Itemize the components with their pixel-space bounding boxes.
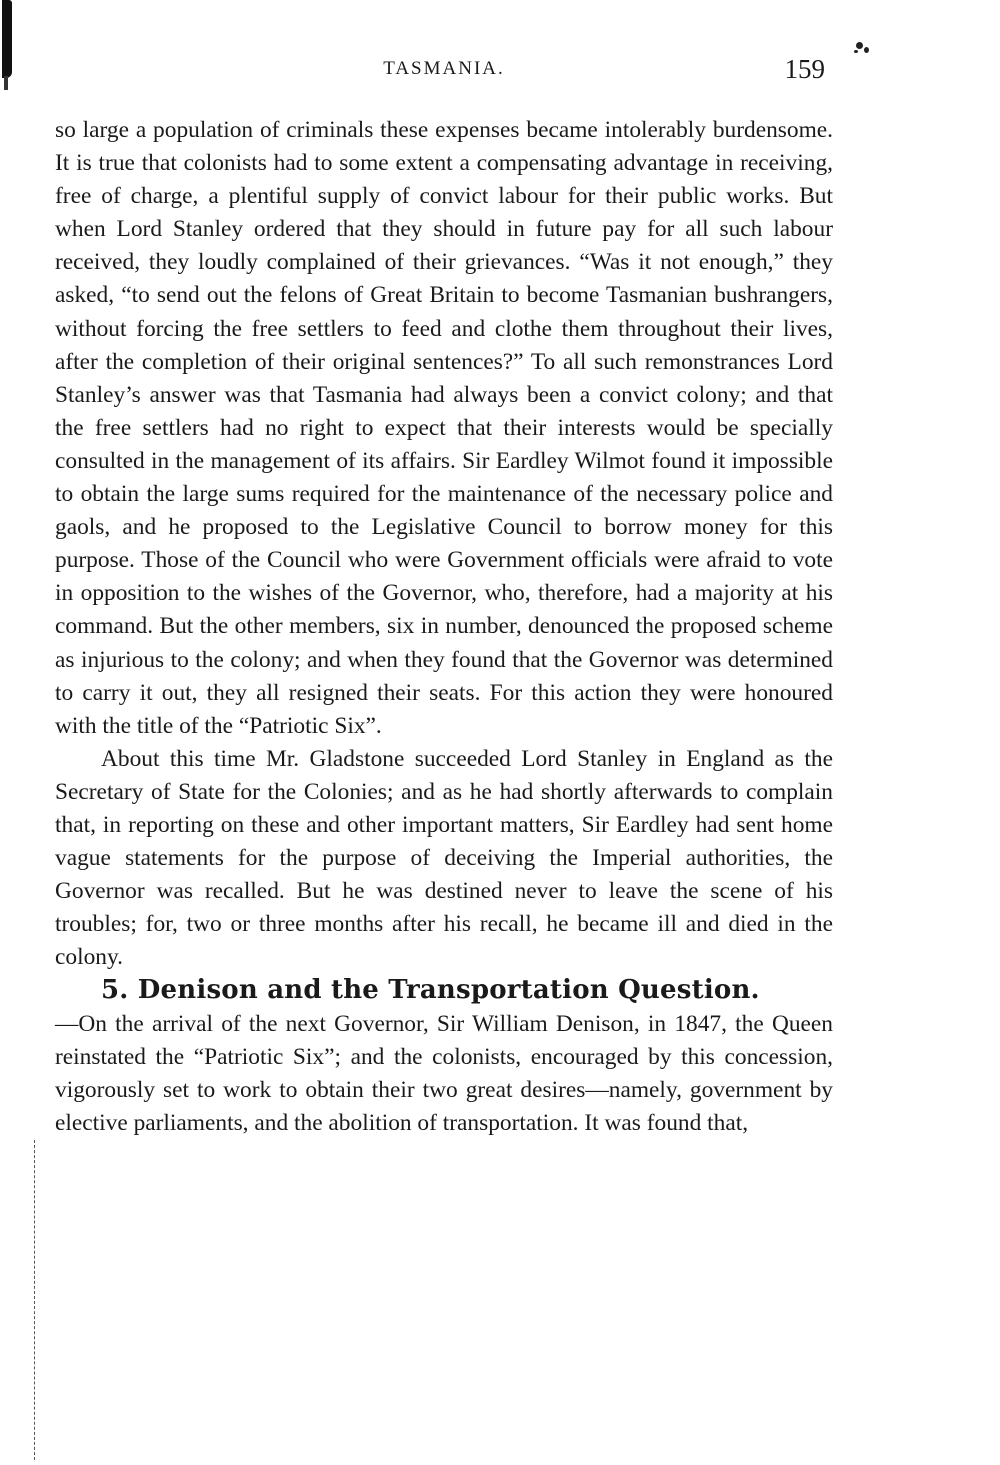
page-header (55, 54, 833, 88)
paragraph-continuation: so large a population of criminals these expenses became intolerably burdensome. It is true that colonists had to some extent a compensating advantage in receiving, free of charge, a plentiful supply of convict labour for their public works. But when Lord Stanley ordered that they should in future pay for all such labour received, they loudly complained of their grievances. “Was it not enough,” they asked, “to send out the felons of Great Britain to become Tasmanian bushrangers, without forcing the free settlers to feed and clothe them throughout their lives, after the completion of their original sentences?” To all such remonstrances Lord Stanley’s answer was that Tasmania had always been a convict colony; and that the free settlers had no right to expect that their interests would be specially consulted in the management of its affairs. Sir Eardley Wilmot found it impossible to obtain the large sums required for the maintenance of the necessary police and gaols, and he proposed to the Legislative Council to borrow money for this purpose. Those of the Council who were Government officials were afraid to vote in opposition to the wishes of the Governor, who, therefore, had a majority at his command. But the other members, six in number, denounced the proposed scheme as injurious to the colony; and when they found that the Governor was determined to carry it out, they all resigned their seats. For this action they were honoured with the title of the “Patriotic Six”. (55, 117, 833, 739)
paragraph-gladstone: About this time Mr. Gladstone succeeded Lord Stanley in England as the Secretary of State for the Colonies; and as he had shortly afterwards to complain that, in reporting on these and other important matters, Sir Eardley had sent home vague statements for the purpose of deceiving the Imperial authorities, the Governor was recalled. But he was destined never to leave the scene of his troubles; for, two or three months after his recall, he became ill and died in the colony. (55, 745, 833, 971)
section-heading: 5. Denison and the Transportation Question. (101, 975, 760, 1006)
page-edge-binding-mark (2, 0, 12, 78)
running-head: TASMANIA. (383, 58, 505, 79)
ink-speck (852, 38, 872, 56)
page-body (55, 114, 833, 1140)
section-paragraph: —On the arrival of the next Governor, Sir William Denison, in 1847, the Queen reinstated the “Patriotic Six”; and the colonists, encouraged by this concession, vigorously set to work to obtain their two great desires—namely, government by elective parliaments, and the abolition of transportation. It was found that, (55, 1010, 833, 1136)
margin-dotted-line (34, 1140, 35, 1460)
page-number: 159 (784, 54, 825, 84)
